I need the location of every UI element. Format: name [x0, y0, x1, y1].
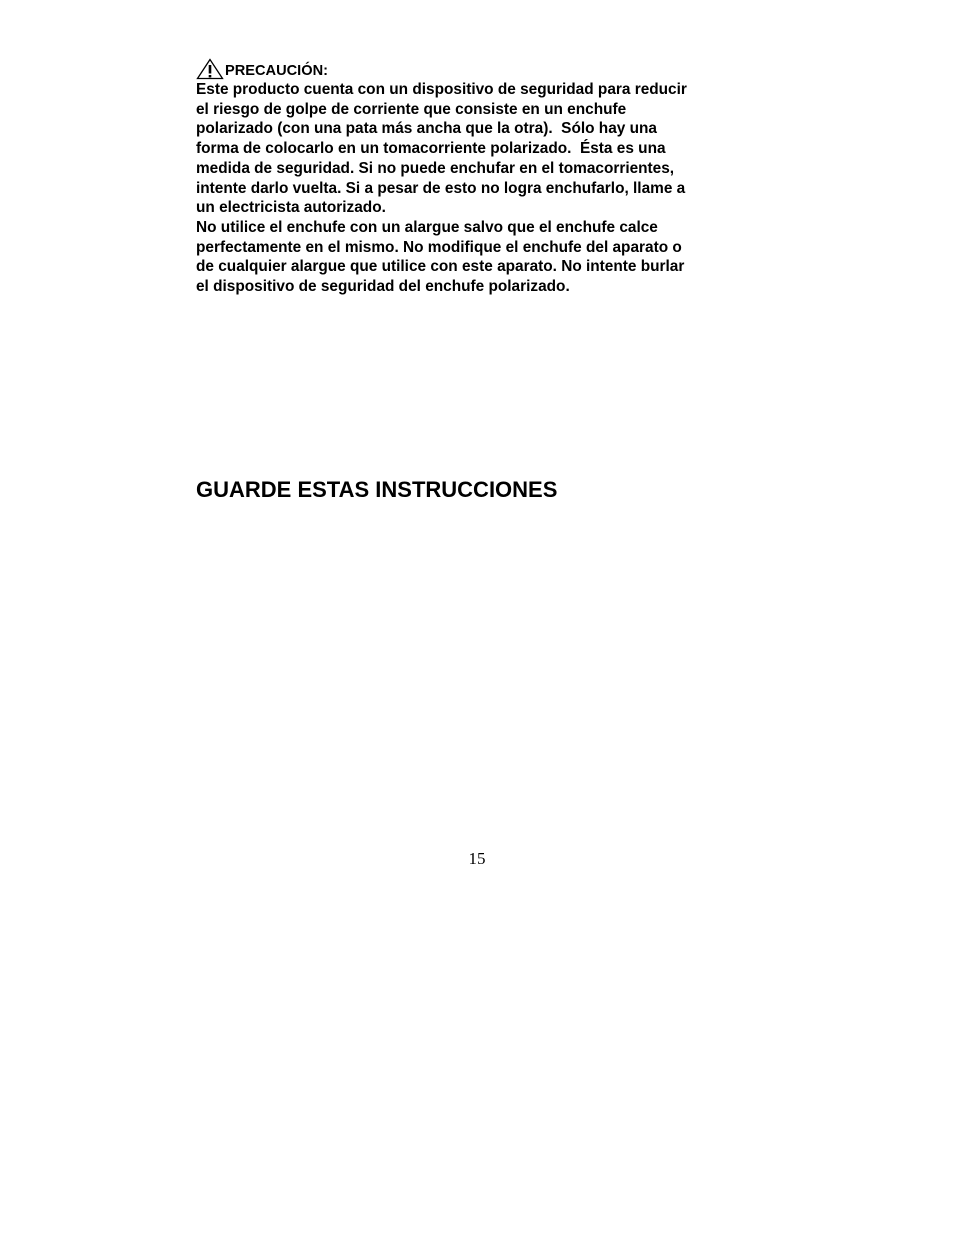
text-line: un electricista autorizado.	[196, 199, 386, 217]
caution-section	[196, 56, 756, 297]
caution-paragraph-1	[196, 80, 756, 218]
text-line: intente darlo vuelta. Si a pesar de esto no logra enchufarlo, llame a	[196, 179, 686, 197]
text-line: el riesgo de golpe de corriente que consiste en un enchufe	[196, 100, 627, 118]
caution-heading-label: PRECAUCIÓN:	[225, 63, 328, 79]
text-line: No utilice el enchufe con un alargue salvo que el enchufe calce	[196, 218, 658, 236]
text-line: de cualquier alargue que utilice con este aparato. No intente burlar	[196, 258, 685, 276]
text-line: medida de seguridad. Si no puede enchufar en el tomacorrientes,	[196, 159, 675, 177]
page-number: 15	[468, 849, 486, 868]
text-line: Este producto cuenta con un dispositivo de seguridad para reducir	[196, 81, 687, 98]
warning-triangle-icon	[196, 58, 224, 80]
text-line: el dispositivo de seguridad del enchufe polarizado.	[196, 278, 570, 296]
caution-body	[196, 80, 756, 297]
text-line: forma de colocarlo en un tomacorriente polarizado. Ésta es una	[196, 140, 666, 158]
text-line: polarizado (con una pata más ancha que la otra). Sólo hay una	[196, 120, 657, 138]
save-instructions-heading: GUARDE ESTAS INSTRUCCIONES	[196, 477, 558, 502]
caution-paragraph-2	[196, 218, 756, 297]
caution-heading	[196, 56, 756, 80]
text-line: perfectamente en el mismo. No modifique el enchufe del aparato o	[196, 238, 682, 256]
